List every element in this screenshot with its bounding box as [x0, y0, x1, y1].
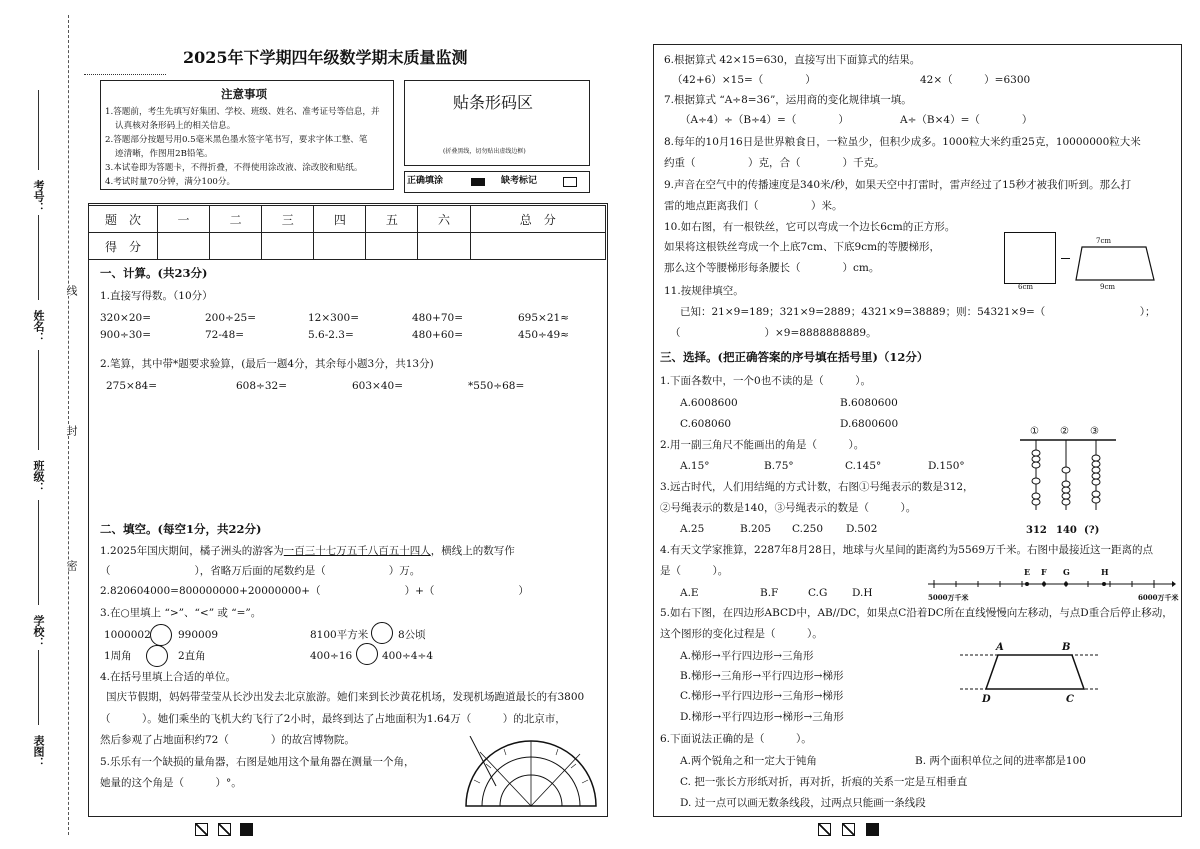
label-xuexiao: 学校： — [32, 615, 45, 648]
compare-item: 990009 — [178, 629, 219, 641]
option: B. 两个面积单位之间的进率都是100 — [915, 755, 1086, 767]
absent-mark-label: 缺考标记 — [501, 176, 538, 186]
section-3-title: 三、选择。(把正确答案的序号填在括号里)（12分） — [660, 350, 929, 364]
option: B.75° — [764, 460, 794, 472]
label-kaohao: 考号： — [32, 180, 45, 213]
score-input[interactable] — [470, 233, 605, 260]
q8: 8.每年的10月16日是世界粮食日，一粒虽少，但积少成多。1000粒大米约重25克，10000000粒大米 — [664, 136, 1141, 148]
score-input[interactable] — [210, 233, 262, 260]
label-feng: 封 — [65, 425, 78, 436]
c6: 6.下面说法正确的是（ ）。 — [660, 733, 812, 745]
option: B.F — [760, 587, 779, 599]
label-banji: 班级： — [32, 460, 45, 493]
q6b: 42×（ ）=6300 — [920, 74, 1031, 86]
compare-circle[interactable] — [371, 622, 393, 644]
number-line-figure — [926, 574, 1176, 594]
written-calc-item: 603×40= — [352, 380, 403, 392]
notice-line: 2.答题部分按题号用0.5毫米黑色墨水签字笔书写，要求字体工整、笔 — [105, 135, 368, 145]
q10: 10.如右图，有一根铁丝，它可以弯成一个边长6cm的正方形。 — [664, 221, 956, 233]
c3b: ②号绳表示的数是140，③号绳表示的数是（ ）。 — [660, 502, 917, 514]
label-biaoxiang: 表图： — [32, 735, 45, 768]
score-cell: 六 — [418, 206, 470, 233]
option: D. 过一点可以画无数条线段，过两点只能画一条线段 — [680, 797, 926, 809]
q7b: A÷（B×4）=（ ） — [900, 114, 1033, 126]
q10b: 如果将这根铁丝弯成一个上底7cm、下底9cm的等腰梯形， — [664, 241, 941, 253]
calc-item: 480+70= — [412, 312, 463, 324]
option: A.梯形→平行四边形→三角形 — [680, 650, 814, 662]
axis-label: 5000万千米 — [928, 593, 969, 602]
option: B.6080600 — [840, 397, 898, 409]
point-label: H — [1101, 567, 1109, 577]
q9b: 雷的地点距离我们（ ）米。 — [664, 200, 843, 212]
c3: 3.远古时代，人们用结绳的方式计数，右图①号绳表示的数是312， — [660, 481, 974, 493]
rope-label: ① — [1030, 426, 1039, 437]
point-label: F — [1041, 567, 1047, 577]
vertex-label: A — [996, 642, 1004, 653]
score-cell: 四 — [314, 206, 366, 233]
option: C.145° — [845, 460, 882, 472]
option: A.15° — [680, 460, 710, 472]
page-mark-icon — [866, 823, 879, 836]
page-mark-icon — [195, 823, 208, 836]
sec2-q4: 4.在括号里填上合适的单位。 — [100, 671, 237, 683]
xuexiao-line — [38, 500, 39, 605]
score-cell: 总 分 — [470, 206, 605, 233]
point-label: G — [1063, 567, 1070, 577]
notice-line: 3.本试卷即为答题卡，不得折叠，不得使用涂改液、涂改胶和贴纸。 — [105, 163, 363, 173]
written-calc-item: 275×84= — [106, 380, 157, 392]
sec1-q1: 1.直接写得数。（10分） — [100, 290, 213, 302]
option: D.H — [852, 587, 873, 599]
sec2-q4-line: （ ）。她们乘坐的飞机大约飞行了2小时，最终到达了占地面积为1.64万（ ）的北京市， — [100, 713, 566, 725]
barcode-hint: (折叠黑线，切勿贴出虚线边框) — [443, 148, 526, 155]
option: D.6800600 — [840, 418, 899, 430]
knot-rope-figure — [1018, 426, 1118, 516]
sec2-q1-text-a: 1.2025年国庆期间，橘子洲头的游客为 — [100, 545, 284, 557]
compare-circle[interactable] — [356, 643, 378, 665]
figure-label: 7cm — [1096, 237, 1112, 245]
score-table — [88, 205, 606, 260]
score-cell: 一 — [158, 206, 210, 233]
label-xingming: 姓名： — [32, 310, 45, 343]
page-mark-icon — [218, 823, 231, 836]
section-1-title: 一、计算。(共23分) — [100, 266, 208, 280]
q6: 6.根据算式 42×15=630，直接写出下面算式的结果。 — [664, 54, 921, 66]
q7: 7.根据算式 “A÷8=36”，运用商的变化规律填一填。 — [664, 94, 912, 106]
banji-line — [38, 350, 39, 450]
filled-mark-icon — [471, 178, 485, 186]
notice-title: 注意事项 — [221, 87, 267, 101]
score-table-header-row — [89, 206, 606, 233]
score-input[interactable] — [262, 233, 314, 260]
label-mi: 密 — [65, 560, 78, 571]
calc-item: 900÷30= — [100, 329, 151, 341]
score-cell: 三 — [262, 206, 314, 233]
square-figure — [1004, 232, 1056, 284]
q11b: 已知：21×9=189；321×9=2889；4321×9=38889；则：54321×9=（ ）； — [680, 306, 1156, 318]
figure-label: 9cm — [1100, 283, 1116, 291]
calc-item: 480+60= — [412, 329, 463, 341]
compare-circle[interactable] — [146, 645, 168, 667]
dash-connector — [1061, 258, 1070, 259]
sec2-q5-line: 5.乐乐有一个缺损的量角器，右图是她用这个量角器在测量一个角， — [100, 756, 415, 768]
page-mark-icon — [818, 823, 831, 836]
option: C. 把一张长方形纸对折，再对折，折痕的关系一定是互相垂直 — [680, 776, 968, 788]
rope-value: 140 — [1056, 525, 1077, 536]
q11: 11.按规律填空。 — [664, 285, 744, 297]
score-input[interactable] — [418, 233, 470, 260]
q7a: （A÷4）÷（B÷4）=（ ） — [680, 114, 849, 126]
xingming-line — [38, 215, 39, 300]
quadrilateral-figure — [960, 650, 1100, 696]
correct-fill-label: 正确填涂 — [407, 176, 444, 186]
fill-sample-box — [404, 171, 590, 193]
option: A.E — [680, 587, 699, 599]
protractor-figure — [460, 736, 602, 814]
sec2-q1-text-b: ，横线上的数写作 — [430, 545, 515, 557]
option: B.205 — [740, 523, 772, 535]
c2: 2.用一副三角尺不能画出的角是（ ）。 — [660, 439, 865, 451]
rope-label: ③ — [1090, 426, 1099, 437]
barcode-area[interactable] — [404, 80, 590, 166]
rope-value: (?) — [1084, 525, 1100, 536]
score-cell: 二 — [210, 206, 262, 233]
page-title: 2025年下学期四年级数学期末质量监测 — [183, 48, 468, 67]
notice-box — [100, 80, 394, 190]
score-input[interactable] — [366, 233, 418, 260]
option: C.250 — [792, 523, 824, 535]
written-calc-item: *550÷68= — [468, 380, 525, 392]
q6a: （42+6）×15=（ ） — [672, 74, 816, 86]
calc-item: 72-48= — [205, 329, 245, 341]
compare-item: 400÷16 — [310, 650, 353, 662]
sec2-q2: 2.820604000=800000000+20000000+（ ）+（ ） — [100, 585, 529, 597]
sec2-q4-line: 国庆节假期，妈妈带莹莹从长沙出发去北京旅游。她们来到长沙黄花机场，发现机场跑道最长的有3800 — [106, 691, 585, 703]
option: C.G — [808, 587, 828, 599]
sec2-q4-line: 然后参观了占地面积约72（ ）的故宫博物院。 — [100, 734, 355, 746]
notice-line: 4.考试时量70分钟，满分100分。 — [105, 177, 236, 187]
page-mark-icon — [240, 823, 253, 836]
label-xian: 线 — [65, 285, 78, 296]
score-cell: 得 分 — [89, 233, 158, 260]
option: C.梯形→平行四边形→三角形→梯形 — [680, 690, 844, 702]
absent-checkbox[interactable] — [563, 177, 577, 187]
vertex-label: D — [982, 694, 991, 705]
c5b: 这个图形的变化过程是（ ）。 — [660, 628, 823, 640]
kaohao-line — [38, 90, 39, 170]
rope-label: ② — [1060, 426, 1069, 437]
compare-circle[interactable] — [150, 624, 172, 646]
score-table-score-row — [89, 233, 606, 260]
option: D.502 — [846, 523, 878, 535]
calc-item: 5.6-2.3= — [308, 329, 354, 341]
compare-item: 8100平方米 — [310, 629, 369, 641]
point-label: E — [1024, 567, 1031, 577]
rope-value: 312 — [1026, 525, 1047, 536]
score-input[interactable] — [158, 233, 210, 260]
score-input[interactable] — [314, 233, 366, 260]
sec2-q1-blanks: （ ），省略万后面的尾数约是（ ）万。 — [100, 565, 421, 577]
option: A.6008600 — [680, 397, 738, 409]
notice-line: 认真核对条形码上的相关信息。 — [115, 121, 236, 131]
notice-line: 1.答题前，考生先填写好集团、学校、班级、姓名、准考证号等信息，并 — [105, 107, 380, 117]
compare-item: 1周角 — [104, 650, 132, 662]
biaoxiang-line — [38, 650, 39, 725]
calc-item: 12×300= — [308, 312, 359, 324]
option: B.梯形→三角形→平行四边形→梯形 — [680, 670, 844, 682]
compare-item: 1000002 — [104, 629, 151, 641]
score-cell: 五 — [366, 206, 418, 233]
sec2-q1-underlined: 一百三十七万五千八百五十四人 — [283, 545, 431, 557]
axis-label: 6000万千米 — [1138, 593, 1179, 602]
compare-item: 8公顷 — [398, 629, 426, 641]
option: A.两个锐角之和一定大于钝角 — [680, 755, 817, 767]
option: A.25 — [680, 523, 705, 535]
c1: 1.下面各数中，一个0也不读的是（ ）。 — [660, 375, 871, 387]
option: D.150° — [928, 460, 965, 472]
q10c: 那么这个等腰梯形每条腰长（ ）cm。 — [664, 262, 880, 274]
sec2-q1 — [100, 546, 515, 557]
c4: 4.有天文学家推算，2287年8月28日，地球与火星间的距离约为5569万千米。右图中最接近这一距离的点 — [660, 544, 1154, 556]
figure-label: 6cm — [1018, 283, 1034, 291]
compare-item: 400÷4÷4 — [382, 650, 433, 662]
trapezoid-figure — [1074, 244, 1158, 284]
notice-line: 迹清晰，作图用2B铅笔。 — [115, 149, 213, 159]
sec2-q5-line: 她量的这个角是（ ）°。 — [100, 777, 242, 789]
calc-item: 200÷25= — [205, 312, 256, 324]
c4b: 是（ ）。 — [660, 565, 729, 577]
page-mark-icon — [842, 823, 855, 836]
vertex-label: B — [1062, 642, 1071, 653]
q8b: 约重（ ）克，合（ ）千克。 — [664, 157, 885, 169]
title-dotted-rule — [84, 74, 166, 75]
barcode-title: 贴条形码区 — [453, 93, 534, 112]
calc-item: 695×21≈ — [518, 312, 569, 324]
calc-item: 320×20= — [100, 312, 151, 324]
q11c: （ ）×9=8888888889。 — [670, 327, 877, 339]
q9: 9.声音在空气中的传播速度是340米/秒，如果天空中打雷时，雷声经过了15秒才被我们听到。那么打 — [664, 179, 1131, 191]
option: D.梯形→平行四边形→梯形→三角形 — [680, 711, 844, 723]
compare-item: 2直角 — [178, 650, 206, 662]
written-calc-item: 608÷32= — [236, 380, 287, 392]
score-cell: 题 次 — [89, 206, 158, 233]
vertex-label: C — [1066, 694, 1074, 705]
sec1-q2: 2.笔算，其中带*题要求验算，(最后一题4分，其余每小题3分，共13分) — [100, 358, 434, 370]
c5: 5.如右下图，在四边形ABCD中，AB//DC，如果点C沿着DC所在直线慢慢向左移动，与点D重合后停止移动， — [660, 607, 1173, 619]
option: C.608060 — [680, 418, 732, 430]
calc-item: 450÷49≈ — [518, 329, 569, 341]
section-2-title: 二、填空。(每空1分，共22分) — [100, 522, 262, 536]
sec2-q3: 3.在○里填上 “>”、“<” 或 “=”。 — [100, 607, 262, 619]
